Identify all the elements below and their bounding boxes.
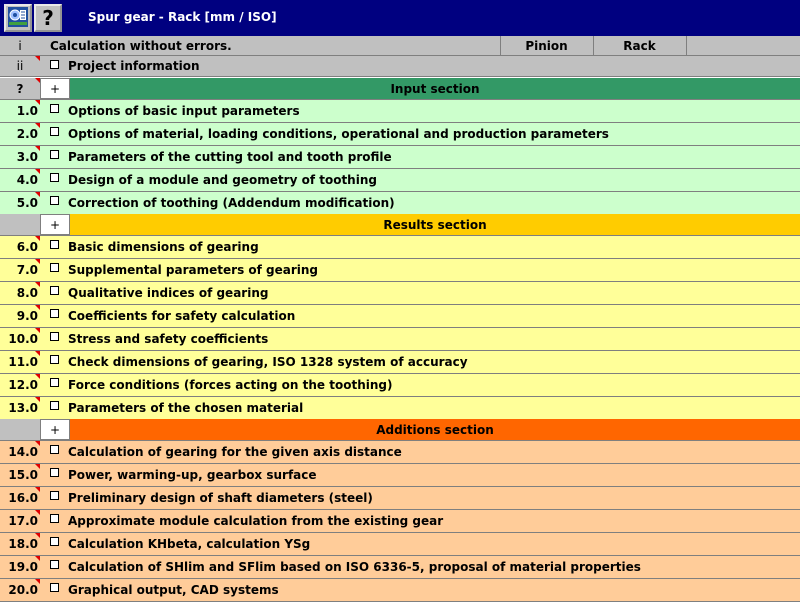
comment-marker [35,192,40,197]
row-number: 12.0 [8,378,38,392]
comment-marker [35,56,40,61]
comment-marker [35,236,40,241]
comment-marker [35,441,40,446]
additions-section-header [0,419,800,441]
row-number: 11.0 [8,355,38,369]
comment-marker [35,146,40,151]
expand-checkbox[interactable] [50,263,59,272]
item-label: Coefficients for safety calculation [68,309,296,323]
row-number: ii [16,59,24,73]
item-label: Calculation of gearing for the given axis distance [68,445,402,459]
comment-marker [35,533,40,538]
list-item[interactable] [0,556,800,579]
row-number: 10.0 [8,332,38,346]
item-label: Qualitative indices of gearing [68,286,269,300]
row-number: 19.0 [8,560,38,574]
comment-marker [35,487,40,492]
item-label: Check dimensions of gearing, ISO 1328 system of accuracy [68,355,468,369]
expand-checkbox[interactable] [50,445,59,454]
comment-marker [35,579,40,584]
row-number: 14.0 [8,445,38,459]
list-item[interactable] [0,259,800,282]
expand-checkbox[interactable] [50,196,59,205]
expand-checkbox[interactable] [50,286,59,295]
expand-additions-button[interactable]: + [40,419,70,440]
list-item[interactable] [0,397,800,420]
list-item[interactable] [0,374,800,397]
item-label: Power, warming-up, gearbox surface [68,468,317,482]
row-number: i [18,38,22,53]
item-label: Preliminary design of shaft diameters (steel) [68,491,373,505]
expand-checkbox[interactable] [50,583,59,592]
results-section-title: Results section [70,214,800,235]
additions-section-title: Additions section [70,419,800,440]
expand-input-button[interactable]: + [40,78,70,99]
app-menu-button[interactable] [4,4,32,32]
comment-marker [35,397,40,402]
item-label: Parameters of the cutting tool and tooth profile [68,150,392,164]
item-label: Approximate module calculation from the existing gear [68,514,444,528]
expand-checkbox[interactable] [50,401,59,410]
gear-calculator-icon [7,6,29,31]
comment-marker [35,556,40,561]
help-marker: ? [16,81,24,96]
list-item[interactable] [0,282,800,305]
row-number: 7.0 [16,263,38,277]
row-number: 18.0 [8,537,38,551]
comment-marker [35,100,40,105]
row-number: 13.0 [8,401,38,415]
expand-checkbox[interactable] [50,514,59,523]
help-button[interactable]: ? [34,4,62,32]
item-label: Design of a module and geometry of toothing [68,173,377,187]
expand-checkbox[interactable] [50,560,59,569]
comment-marker [35,510,40,515]
expand-checkbox[interactable] [50,355,59,364]
row-number: 8.0 [16,286,38,300]
comment-marker [35,374,40,379]
expand-checkbox[interactable] [50,240,59,249]
list-item[interactable] [0,146,800,169]
list-item[interactable] [0,236,800,259]
results-section-header [0,214,800,236]
comment-marker [35,305,40,310]
row-number: 6.0 [16,240,38,254]
comment-marker [35,259,40,264]
comment-marker [35,282,40,287]
input-section-title: Input section [70,78,800,99]
row-number: 17.0 [8,514,38,528]
list-item[interactable] [0,464,800,487]
list-item[interactable] [0,123,800,146]
project-info-label: Project information [68,59,200,73]
row-number: 20.0 [8,583,38,597]
list-item[interactable] [0,533,800,556]
expand-checkbox[interactable] [50,104,59,113]
list-item[interactable] [0,579,800,602]
item-label: Calculation KHbeta, calculation YSg [68,537,311,551]
list-item[interactable] [0,169,800,192]
list-item[interactable] [0,351,800,374]
item-label: Correction of toothing (Addendum modification) [68,196,395,210]
expand-checkbox[interactable] [50,537,59,546]
item-label: Basic dimensions of gearing [68,240,259,254]
item-label: Stress and safety coefficients [68,332,269,346]
column-divider [686,36,687,55]
row-number: 1.0 [16,104,38,118]
expand-checkbox[interactable] [50,150,59,159]
comment-marker [35,328,40,333]
item-label: Force conditions (forces acting on the toothing) [68,378,393,392]
item-label: Options of basic input parameters [68,104,300,118]
list-item[interactable] [0,192,800,215]
expand-checkbox[interactable] [50,378,59,387]
expand-results-button[interactable]: + [40,214,70,235]
comment-marker [35,169,40,174]
item-label: Parameters of the chosen material [68,401,304,415]
expand-checkbox[interactable] [50,332,59,341]
row-number: 5.0 [16,196,38,210]
window-title: Spur gear - Rack [mm / ISO] [88,10,277,24]
expand-checkbox[interactable] [50,127,59,136]
row-number: 16.0 [8,491,38,505]
list-item[interactable] [0,441,800,464]
calculation-status: Calculation without errors. [50,38,232,53]
comment-marker [35,351,40,356]
list-item[interactable] [0,487,800,510]
project-info-checkbox[interactable] [50,60,59,69]
item-label: Graphical output, CAD systems [68,583,279,597]
row-number: 3.0 [16,150,38,164]
list-item[interactable] [0,100,800,123]
row-number: 9.0 [16,309,38,323]
status-row [0,36,800,56]
list-item[interactable] [0,510,800,533]
title-bar [0,0,800,36]
row-number: 2.0 [16,127,38,141]
expand-checkbox[interactable] [50,491,59,500]
item-label: Calculation of SHlim and SFlim based on ISO 6336-5, proposal of material properties [68,560,641,574]
project-info-row[interactable] [0,56,800,77]
item-label: Options of material, loading conditions, operational and production parameters [68,127,609,141]
pinion-column-header: Pinion [525,38,568,53]
item-label: Supplemental parameters of gearing [68,263,319,277]
list-item[interactable] [0,305,800,328]
expand-checkbox[interactable] [50,173,59,182]
row-number: 4.0 [16,173,38,187]
comment-marker [35,123,40,128]
list-item[interactable] [0,328,800,351]
comment-marker [35,464,40,469]
rack-column-header: Rack [623,38,656,53]
input-section-header [0,78,800,100]
expand-checkbox[interactable] [50,468,59,477]
expand-checkbox[interactable] [50,309,59,318]
row-number: 15.0 [8,468,38,482]
